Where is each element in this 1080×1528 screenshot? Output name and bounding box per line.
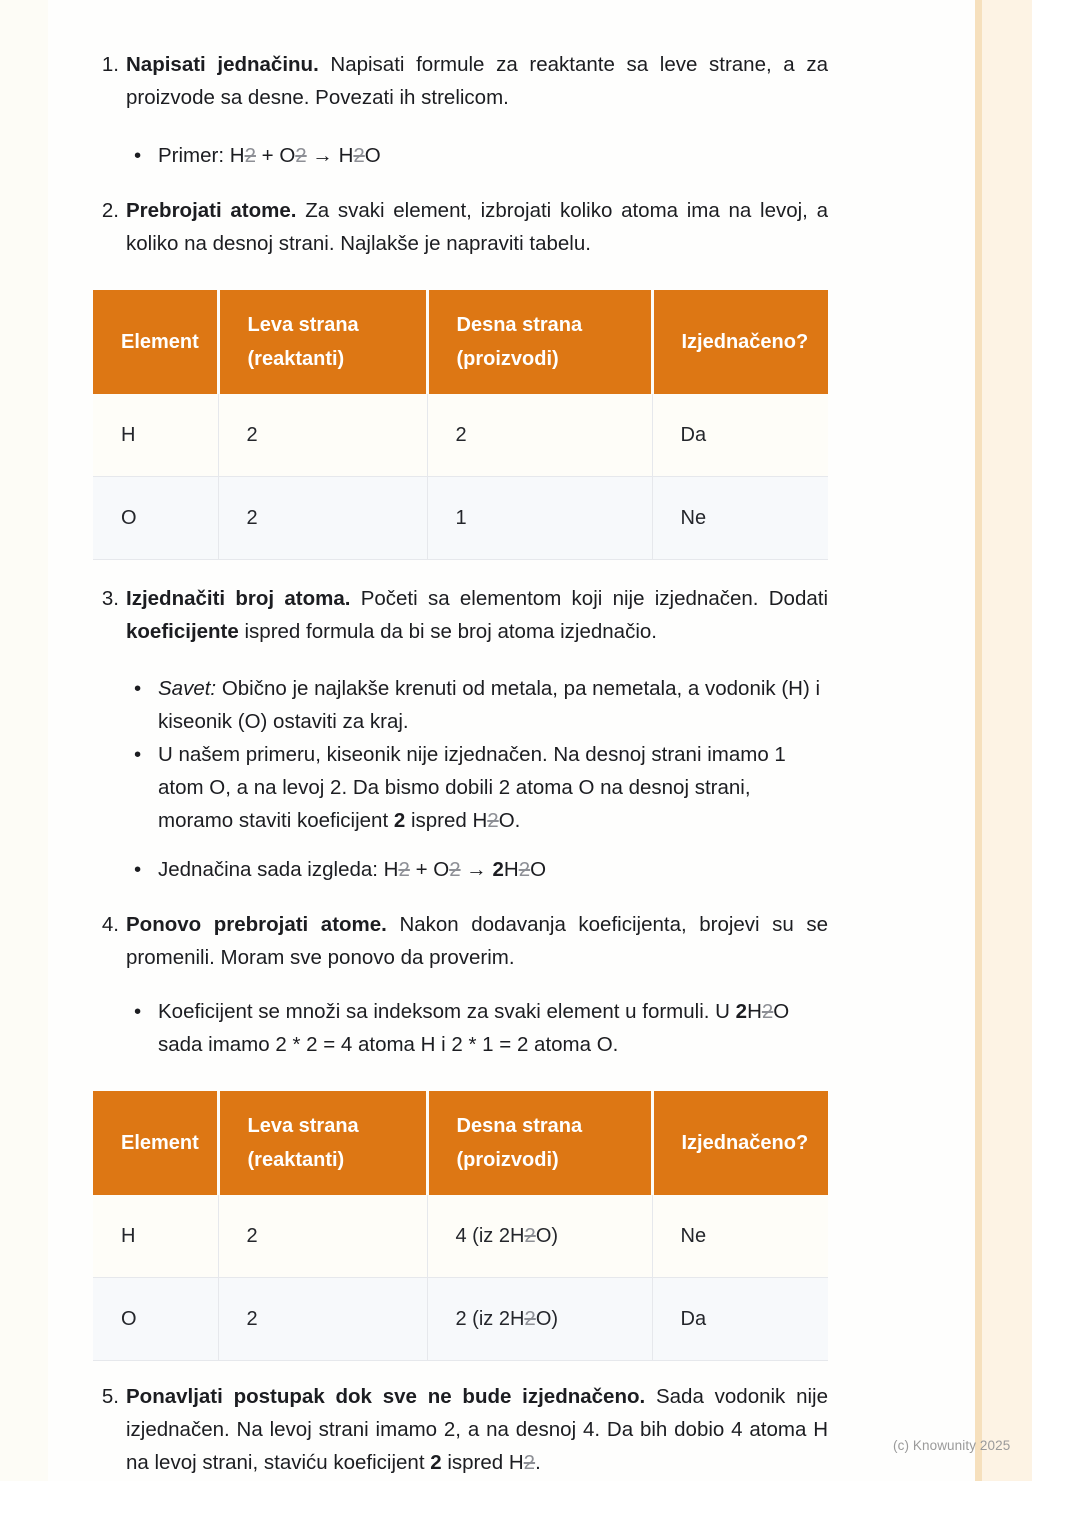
table-2-header-balanced	[652, 1091, 828, 1195]
primer-end: O	[364, 144, 381, 167]
step-1-text	[126, 48, 828, 114]
list-item-step-1	[93, 48, 828, 114]
list-item-step-5	[93, 1380, 828, 1479]
list-marker-5: 5.	[101, 1385, 119, 1408]
table-1-header-left	[218, 290, 427, 394]
step-4-title: Ponovo prebrojati atome.	[126, 913, 387, 936]
table-1-r1-balanced: Da	[652, 394, 828, 477]
table-2-header-left	[218, 1091, 427, 1195]
example-subscript: 2	[487, 809, 499, 832]
table-2-r1-balanced: Ne	[652, 1195, 828, 1278]
table-2-r2-right	[427, 1278, 652, 1361]
copyright-watermark: (c) Knowunity 2025	[893, 1438, 1011, 1453]
table-2-r1-right-post: O)	[535, 1225, 559, 1247]
table-2-r2-right-pre: 2 (iz 2H	[455, 1308, 525, 1330]
equation-end: O	[530, 858, 547, 881]
table-1-r2-left: 2	[218, 477, 427, 560]
step-2-body: Za svaki element, izbrojati koliko atoma ima na levoj, a koliko na desnoj strani. Najlakše je napraviti tabelu.	[126, 199, 828, 255]
step-2-title: Prebrojati atome.	[126, 199, 297, 222]
example-text-b: ispred H	[405, 809, 488, 832]
equation-coefficient: 2	[492, 858, 504, 881]
multiply-h: H	[747, 1000, 762, 1023]
step-4-body: Nakon dodavanja koeficijenta, brojevi su se promenili. Moram sve ponovo da proverim.	[126, 913, 829, 969]
table-row	[93, 1195, 828, 1278]
equation-arrow: →	[460, 858, 493, 881]
primer-subscript-1: 2	[244, 144, 256, 167]
table-2-r1-right-subscript: 2	[524, 1224, 536, 1247]
table-1-header-right	[427, 290, 652, 394]
step-5-subscript: 2	[523, 1451, 536, 1474]
step-1-body: Napisati formule za reaktante sa leve strane, a za proizvode sa desne. Povezati ih strelicom.	[126, 53, 828, 109]
multiply-bold: 2	[735, 1000, 748, 1023]
equation-subscript-2: 2	[449, 858, 461, 881]
primer-subscript-2: 2	[295, 144, 307, 167]
table-2-r1-right-pre: 4 (iz 2H	[455, 1225, 525, 1247]
step-3-text	[126, 582, 828, 648]
step-4-text	[126, 908, 828, 974]
table-1-r2-balanced: Ne	[652, 477, 828, 560]
bullet-example	[134, 738, 828, 837]
step-2-text	[126, 194, 828, 260]
table-1-header-left-line2: (reaktanti)	[247, 348, 345, 370]
table-row	[93, 477, 828, 560]
equation-mid: + O	[409, 858, 450, 881]
step-5-text	[126, 1380, 828, 1479]
bullet-equation-text	[158, 853, 828, 886]
list-marker-1: 1.	[101, 53, 119, 76]
table-2-header-left-line2: (reaktanti)	[247, 1149, 345, 1171]
example-text-c: O.	[498, 809, 521, 832]
step-3-body2: ispred formula da bi se broj atoma izjednačio.	[238, 620, 657, 643]
table-2-header-right-line1: Desna strana	[456, 1115, 583, 1137]
bullet-primer-text	[158, 139, 828, 172]
bullet-dot-icon: •	[134, 144, 142, 167]
bullet-dot-icon: •	[134, 677, 142, 700]
table-1-r1-left: 2	[218, 394, 427, 477]
table-1-r2-element: O	[93, 477, 218, 560]
list-marker-3: 3.	[101, 587, 119, 610]
table-2-header-element	[93, 1091, 218, 1195]
table-2-r1-right	[427, 1195, 652, 1278]
table-1-header-balanced-line1: Izjednačeno?	[681, 331, 809, 353]
bullet-equation	[134, 853, 828, 886]
equation-label: Jednačina sada izgleda: H	[158, 858, 399, 881]
table-2-r2-right-subscript: 2	[524, 1307, 536, 1330]
table-1-header-balanced	[652, 290, 828, 394]
list-marker-2: 2.	[101, 199, 119, 222]
table-1-header-right-line2: (proizvodi)	[456, 348, 559, 370]
atom-count-table-2	[93, 1091, 828, 1361]
list-item-step-2	[93, 194, 828, 260]
bullet-dot-icon: •	[134, 743, 142, 766]
step-5-body3: .	[535, 1451, 541, 1474]
table-1-header-element	[93, 290, 218, 394]
bullet-example-text	[158, 738, 828, 837]
multiply-subscript: 2	[761, 1000, 774, 1023]
bullet-multiply	[134, 995, 828, 1061]
table-2-r2-left: 2	[218, 1278, 427, 1361]
atom-count-table-1	[93, 290, 828, 560]
list-marker-4: 4.	[101, 913, 119, 936]
bullet-dot-icon: •	[134, 1000, 142, 1023]
table-2-r1-left: 2	[218, 1195, 427, 1278]
primer-subscript-3: 2	[353, 144, 365, 167]
bullet-savet-text	[158, 672, 828, 738]
table-2-r2-element: O	[93, 1278, 218, 1361]
table-2-header-left-line1: Leva strana	[247, 1115, 359, 1137]
equation-subscript-3: 2	[518, 858, 531, 881]
example-bold: 2	[393, 809, 406, 832]
list-item-step-4	[93, 908, 828, 974]
table-2-header-right-line2: (proizvodi)	[456, 1149, 559, 1171]
table-1-header-element-line1: Element	[121, 331, 199, 353]
savet-text: Obično je najlakše krenuti od metala, pa nemetala, a vodonik (H) i kiseonik (O) ostaviti za kraj.	[158, 677, 821, 733]
table-1-r1-element: H	[93, 394, 218, 477]
primer-arrow: → H	[306, 144, 354, 167]
table-2-r2-balanced: Da	[652, 1278, 828, 1361]
equation-subscript-1: 2	[398, 858, 410, 881]
table-2-header-balanced-line1: Izjednačeno?	[681, 1132, 809, 1154]
table-1-header-right-line1: Desna strana	[456, 314, 583, 336]
table-row	[93, 1278, 828, 1361]
equation-h: H	[503, 858, 519, 881]
step-3-title: Izjednačiti broj atoma.	[126, 587, 351, 610]
table-1-header-row	[93, 290, 828, 394]
primer-mid: + O	[255, 144, 296, 167]
table-2-header-element-line1: Element	[121, 1132, 199, 1154]
table-1-r2-right: 1	[427, 477, 652, 560]
table-2-r1-element: H	[93, 1195, 218, 1278]
bullet-primer	[134, 139, 828, 172]
multiply-text-a: Koeficijent se množi sa indeksom za svaki element u formuli. U	[158, 1000, 736, 1023]
step-5-body2: ispred H	[441, 1451, 524, 1474]
multiply-text-b: sada imamo 2 * 2 = 4 atoma H i 2 * 1 = 2 atoma O.	[158, 1033, 619, 1056]
savet-label: Savet:	[158, 677, 217, 700]
table-2-r2-right-post: O)	[535, 1308, 559, 1330]
table-2-header-row	[93, 1091, 828, 1195]
table-row	[93, 394, 828, 477]
list-item-step-3	[93, 582, 828, 648]
bullet-dot-icon: •	[134, 858, 142, 881]
example-text-a: U našem primeru, kiseonik nije izjednačen. Na desnoj strani imamo 1 atom O, a na levoj 2. Da bismo dobili 2 atoma O na desnoj strani, moramo staviti koeficijent	[158, 743, 786, 832]
step-5-title: Ponavljati postupak dok sve ne bude izjednačeno.	[126, 1385, 646, 1408]
step-3-body: Početi sa elementom koji nije izjednačen. Dodati	[350, 587, 828, 610]
step-5-bold-mid: 2	[430, 1451, 442, 1474]
table-2-header-right	[427, 1091, 652, 1195]
table-1-r1-right: 2	[427, 394, 652, 477]
bullet-multiply-text	[158, 995, 828, 1061]
step-5-body: Sada vodonik nije izjednačen. Na levoj strani imamo 2, a na desnoj 4. Da bih dobio 4 atoma H na levoj strani, staviću koeficijent	[126, 1385, 828, 1474]
bullet-savet	[134, 672, 828, 738]
multiply-o: O	[773, 1000, 790, 1023]
page-bottom-gap	[0, 1481, 1080, 1528]
step-3-bold-mid: koeficijente	[126, 620, 239, 643]
table-1-header-left-line1: Leva strana	[247, 314, 359, 336]
primer-label: Primer: H	[158, 144, 245, 167]
step-1-title: Napisati jednačinu.	[126, 53, 319, 76]
